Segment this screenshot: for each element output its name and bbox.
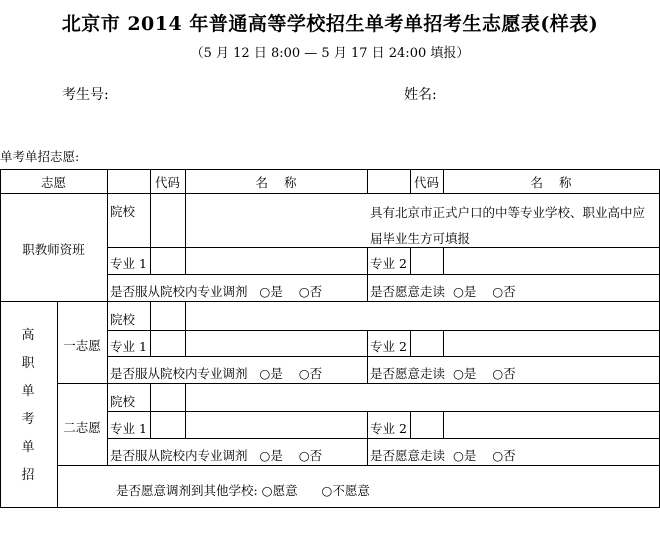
section-title: 单考单招志愿: <box>0 149 80 164</box>
first-commute-option[interactable]: 是否愿意走读 ○是 ○否 <box>370 366 516 381</box>
vocational-commute-option[interactable]: 是否愿意走读 ○是 ○否 <box>370 284 516 299</box>
page-title: 北京市 2014 年普通高等学校招生单考单招考生志愿表(样表) <box>61 13 599 35</box>
first-major-2: 专业 2 <box>370 339 407 354</box>
vocational-school-label: 院校 <box>110 204 136 219</box>
first-school-label: 院校 <box>110 312 136 327</box>
header-name-1: 名 称 <box>255 175 297 190</box>
vocational-major-1: 专业 1 <box>110 256 147 271</box>
vocational-major-2: 专业 2 <box>370 256 407 271</box>
header-name-2: 名 称 <box>530 175 572 190</box>
second-choice-label: 二志愿 <box>63 420 101 435</box>
other-school-adjust-option[interactable]: 是否愿意调剂到其他学校: ○愿意 ○不愿意 <box>116 483 370 498</box>
exam-number-label: 考生号: <box>62 87 109 103</box>
page-subtitle: （5 月 12 日 8:00 — 5 月 17 日 24:00 填报） <box>190 46 470 61</box>
header-code-1: 代码 <box>154 175 180 190</box>
header-code-2: 代码 <box>413 175 439 190</box>
second-adjust-option[interactable]: 是否服从院校内专业调剂 ○是 ○否 <box>110 448 323 463</box>
first-choice-label: 一志愿 <box>63 338 101 353</box>
first-major-1: 专业 1 <box>110 339 147 354</box>
vocational-adjust-option[interactable]: 是否服从院校内专业调剂 ○是 ○否 <box>110 284 323 299</box>
second-commute-option[interactable]: 是否愿意走读 ○是 ○否 <box>370 448 516 463</box>
higher-vocational-label: 高 职 单 考 单 招 <box>21 328 35 483</box>
header-zhiyuan: 志愿 <box>40 175 66 190</box>
vocational-label: 职教师资班 <box>22 242 85 257</box>
first-adjust-option[interactable]: 是否服从院校内专业调剂 ○是 ○否 <box>110 366 323 381</box>
name-label: 姓名: <box>404 87 437 103</box>
vocational-eligibility-note: 具有北京市正式户口的中等专业学校、职业高中应届毕业生方可填报 <box>370 205 646 246</box>
second-major-2: 专业 2 <box>370 421 407 436</box>
second-school-label: 院校 <box>110 394 136 409</box>
second-major-1: 专业 1 <box>110 421 147 436</box>
